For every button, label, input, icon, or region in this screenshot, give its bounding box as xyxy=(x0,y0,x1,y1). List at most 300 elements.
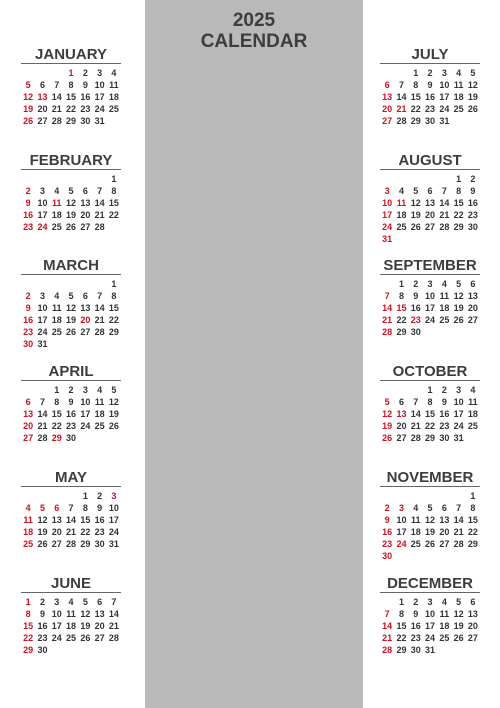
day-cell: 5 xyxy=(82,597,88,607)
day-grid xyxy=(380,67,480,127)
day-cell: 4 xyxy=(441,279,447,289)
day-cell: 15 xyxy=(51,409,62,419)
day-cell: 8 xyxy=(398,609,404,619)
day-cell: 21 xyxy=(410,421,421,431)
day-cell: 22 xyxy=(66,104,77,114)
day-cell: 2 xyxy=(97,491,103,501)
day-cell: 23 xyxy=(80,104,91,114)
day-cell: 17 xyxy=(51,621,62,631)
day-cell: 8 xyxy=(470,503,476,513)
day-cell: 13 xyxy=(37,92,48,102)
empty-cell xyxy=(437,490,451,502)
day-cell: 14 xyxy=(382,303,393,313)
day-cell: 26 xyxy=(453,315,464,325)
day-cell: 12 xyxy=(453,291,464,301)
day-cell: 9 xyxy=(97,503,103,513)
day-cell: 29 xyxy=(80,539,91,549)
day-cell: 22 xyxy=(453,210,464,220)
day-cell: 23 xyxy=(94,527,105,537)
day-cell: 4 xyxy=(54,291,60,301)
day-cell: 24 xyxy=(439,104,450,114)
day-cell: 29 xyxy=(453,222,464,232)
day-cell: 8 xyxy=(111,186,117,196)
empty-cell xyxy=(50,67,64,79)
day-cell: 13 xyxy=(23,409,34,419)
day-cell: 26 xyxy=(66,222,77,232)
day-cell: 31 xyxy=(439,116,450,126)
empty-cell xyxy=(380,384,394,396)
day-cell: 9 xyxy=(82,80,88,90)
day-cell: 28 xyxy=(382,327,393,337)
day-cell: 10 xyxy=(108,503,119,513)
day-cell: 14 xyxy=(51,92,62,102)
day-cell: 19 xyxy=(382,421,393,431)
day-cell: 1 xyxy=(68,68,74,78)
day-cell: 7 xyxy=(441,186,447,196)
day-cell: 6 xyxy=(82,291,88,301)
day-cell: 13 xyxy=(467,609,478,619)
empty-cell xyxy=(409,173,423,185)
day-cell: 17 xyxy=(94,92,105,102)
day-cell: 13 xyxy=(80,198,91,208)
day-cell: 19 xyxy=(425,527,436,537)
empty-cell xyxy=(21,384,35,396)
month-name: MARCH xyxy=(21,257,121,275)
day-cell: 13 xyxy=(425,198,436,208)
day-cell: 3 xyxy=(441,68,447,78)
day-cell: 28 xyxy=(37,433,48,443)
day-cell: 7 xyxy=(39,397,45,407)
empty-cell xyxy=(21,278,35,290)
day-cell: 19 xyxy=(108,409,119,419)
day-cell: 20 xyxy=(467,621,478,631)
day-cell: 4 xyxy=(54,186,60,196)
month-name: APRIL xyxy=(21,363,121,381)
day-cell: 28 xyxy=(396,116,407,126)
day-cell: 29 xyxy=(108,327,119,337)
day-cell: 15 xyxy=(396,621,407,631)
day-cell: 6 xyxy=(398,397,404,407)
day-cell: 3 xyxy=(97,68,103,78)
day-cell: 30 xyxy=(439,433,450,443)
day-cell: 31 xyxy=(453,433,464,443)
day-cell: 29 xyxy=(425,433,436,443)
day-cell: 7 xyxy=(97,291,103,301)
day-cell: 16 xyxy=(80,92,91,102)
empty-cell xyxy=(394,173,408,185)
month-name: SEPTEMBER xyxy=(380,257,480,275)
day-cell: 14 xyxy=(66,515,77,525)
day-cell: 12 xyxy=(37,515,48,525)
day-cell: 16 xyxy=(439,409,450,419)
day-cell: 20 xyxy=(396,421,407,431)
day-cell: 10 xyxy=(425,609,436,619)
empty-cell xyxy=(35,384,49,396)
month-september xyxy=(380,257,480,338)
day-cell: 16 xyxy=(382,527,393,537)
day-cell: 24 xyxy=(453,421,464,431)
day-cell: 12 xyxy=(66,198,77,208)
day-cell: 20 xyxy=(467,303,478,313)
day-cell: 12 xyxy=(382,409,393,419)
day-cell: 23 xyxy=(410,315,421,325)
day-cell: 11 xyxy=(396,198,407,208)
day-cell: 22 xyxy=(108,210,119,220)
day-cell: 12 xyxy=(66,303,77,313)
month-january xyxy=(21,46,121,127)
day-cell: 14 xyxy=(410,409,421,419)
day-cell: 6 xyxy=(97,597,103,607)
day-cell: 26 xyxy=(453,633,464,643)
day-cell: 30 xyxy=(23,339,34,349)
day-cell: 12 xyxy=(425,515,436,525)
empty-cell xyxy=(64,278,78,290)
day-cell: 19 xyxy=(453,303,464,313)
day-cell: 13 xyxy=(439,515,450,525)
month-name: AUGUST xyxy=(380,152,480,170)
empty-cell xyxy=(64,173,78,185)
day-cell: 24 xyxy=(94,104,105,114)
day-cell: 31 xyxy=(382,234,393,244)
day-cell: 3 xyxy=(427,279,433,289)
day-cell: 17 xyxy=(396,527,407,537)
day-cell: 18 xyxy=(453,92,464,102)
day-cell: 17 xyxy=(425,303,436,313)
day-cell: 27 xyxy=(80,327,91,337)
day-cell: 16 xyxy=(37,621,48,631)
day-cell: 27 xyxy=(425,222,436,232)
day-cell: 25 xyxy=(94,421,105,431)
day-cell: 6 xyxy=(384,80,390,90)
month-october xyxy=(380,363,480,444)
day-cell: 4 xyxy=(97,385,103,395)
day-cell: 21 xyxy=(396,104,407,114)
day-cell: 16 xyxy=(66,409,77,419)
day-cell: 26 xyxy=(66,327,77,337)
month-name: JULY xyxy=(380,46,480,64)
day-cell: 10 xyxy=(94,80,105,90)
empty-cell xyxy=(35,490,49,502)
day-cell: 23 xyxy=(410,633,421,643)
day-cell: 8 xyxy=(82,503,88,513)
day-cell: 30 xyxy=(382,551,393,561)
day-cell: 8 xyxy=(68,80,74,90)
day-cell: 29 xyxy=(410,116,421,126)
day-cell: 9 xyxy=(25,303,31,313)
day-cell: 24 xyxy=(108,527,119,537)
day-cell: 8 xyxy=(111,291,117,301)
day-cell: 27 xyxy=(467,315,478,325)
month-july xyxy=(380,46,480,127)
day-cell: 1 xyxy=(111,174,117,184)
day-cell: 23 xyxy=(37,633,48,643)
day-cell: 27 xyxy=(51,539,62,549)
day-cell: 18 xyxy=(410,527,421,537)
day-cell: 6 xyxy=(427,186,433,196)
day-cell: 18 xyxy=(51,210,62,220)
day-cell: 2 xyxy=(413,597,419,607)
day-cell: 13 xyxy=(382,92,393,102)
day-cell: 16 xyxy=(410,621,421,631)
day-cell: 5 xyxy=(470,68,476,78)
day-cell: 30 xyxy=(80,116,91,126)
day-cell: 25 xyxy=(410,539,421,549)
day-cell: 9 xyxy=(39,609,45,619)
day-cell: 23 xyxy=(23,327,34,337)
day-cell: 29 xyxy=(51,433,62,443)
day-cell: 7 xyxy=(413,397,419,407)
day-cell: 8 xyxy=(25,609,31,619)
day-cell: 23 xyxy=(439,421,450,431)
day-cell: 11 xyxy=(439,291,450,301)
month-name: JANUARY xyxy=(21,46,121,64)
day-cell: 9 xyxy=(413,609,419,619)
day-cell: 1 xyxy=(470,491,476,501)
day-cell: 30 xyxy=(410,645,421,655)
day-cell: 19 xyxy=(453,621,464,631)
day-cell: 22 xyxy=(467,527,478,537)
day-cell: 15 xyxy=(425,409,436,419)
day-cell: 12 xyxy=(467,80,478,90)
day-cell: 27 xyxy=(80,222,91,232)
day-cell: 23 xyxy=(425,104,436,114)
day-cell: 25 xyxy=(467,421,478,431)
month-name: MAY xyxy=(21,469,121,487)
day-cell: 14 xyxy=(453,515,464,525)
day-cell: 30 xyxy=(66,433,77,443)
month-name: NOVEMBER xyxy=(380,469,480,487)
day-grid xyxy=(380,596,480,656)
day-cell: 27 xyxy=(94,633,105,643)
day-cell: 22 xyxy=(108,315,119,325)
day-cell: 15 xyxy=(396,303,407,313)
day-cell: 25 xyxy=(453,104,464,114)
day-cell: 6 xyxy=(82,186,88,196)
day-cell: 28 xyxy=(382,645,393,655)
day-cell: 29 xyxy=(467,539,478,549)
day-cell: 12 xyxy=(410,198,421,208)
day-cell: 16 xyxy=(94,515,105,525)
day-cell: 19 xyxy=(37,527,48,537)
day-cell: 14 xyxy=(94,303,105,313)
day-cell: 31 xyxy=(94,116,105,126)
day-cell: 8 xyxy=(456,186,462,196)
day-cell: 31 xyxy=(425,645,436,655)
day-grid xyxy=(380,173,480,245)
day-cell: 4 xyxy=(456,68,462,78)
day-cell: 18 xyxy=(439,621,450,631)
day-cell: 27 xyxy=(37,116,48,126)
day-cell: 28 xyxy=(453,539,464,549)
day-cell: 7 xyxy=(384,291,390,301)
day-grid xyxy=(21,490,121,550)
day-cell: 13 xyxy=(51,515,62,525)
day-cell: 23 xyxy=(467,210,478,220)
day-cell: 7 xyxy=(456,503,462,513)
day-cell: 11 xyxy=(23,515,33,525)
day-cell: 20 xyxy=(80,210,91,220)
day-cell: 1 xyxy=(398,597,404,607)
day-grid xyxy=(21,278,121,350)
day-cell: 14 xyxy=(94,198,105,208)
day-cell: 19 xyxy=(23,104,34,114)
day-cell: 27 xyxy=(467,633,478,643)
day-cell: 18 xyxy=(108,92,119,102)
empty-cell xyxy=(78,278,92,290)
day-cell: 21 xyxy=(453,527,464,537)
day-cell: 18 xyxy=(51,315,62,325)
day-cell: 5 xyxy=(39,503,45,513)
day-cell: 20 xyxy=(439,527,450,537)
day-cell: 27 xyxy=(382,116,393,126)
empty-cell xyxy=(64,490,78,502)
day-cell: 3 xyxy=(111,491,117,501)
day-cell: 2 xyxy=(384,503,390,513)
day-cell: 29 xyxy=(396,645,407,655)
month-february xyxy=(21,152,121,233)
day-cell: 18 xyxy=(396,210,407,220)
day-cell: 30 xyxy=(37,645,48,655)
day-cell: 2 xyxy=(470,174,476,184)
empty-cell xyxy=(380,173,394,185)
day-cell: 20 xyxy=(23,421,34,431)
day-cell: 9 xyxy=(384,515,390,525)
day-cell: 22 xyxy=(396,633,407,643)
day-cell: 30 xyxy=(425,116,436,126)
month-april xyxy=(21,363,121,444)
empty-cell xyxy=(394,384,408,396)
day-cell: 7 xyxy=(68,503,74,513)
day-cell: 18 xyxy=(66,621,77,631)
day-cell: 27 xyxy=(396,433,407,443)
empty-cell xyxy=(35,173,49,185)
day-cell: 1 xyxy=(398,279,404,289)
day-cell: 11 xyxy=(109,80,119,90)
day-cell: 4 xyxy=(441,597,447,607)
day-cell: 6 xyxy=(441,503,447,513)
day-cell: 28 xyxy=(94,222,105,232)
day-cell: 22 xyxy=(23,633,34,643)
day-cell: 24 xyxy=(51,633,62,643)
day-cell: 5 xyxy=(25,80,31,90)
day-cell: 3 xyxy=(398,503,404,513)
day-cell: 17 xyxy=(439,92,450,102)
empty-cell xyxy=(78,173,92,185)
day-cell: 22 xyxy=(425,421,436,431)
day-cell: 17 xyxy=(453,409,464,419)
day-cell: 14 xyxy=(396,92,407,102)
day-cell: 10 xyxy=(382,198,393,208)
day-cell: 21 xyxy=(37,421,48,431)
day-cell: 13 xyxy=(80,303,91,313)
day-cell: 28 xyxy=(439,222,450,232)
day-cell: 15 xyxy=(467,515,478,525)
day-cell: 9 xyxy=(413,291,419,301)
day-cell: 16 xyxy=(425,92,436,102)
day-cell: 15 xyxy=(80,515,91,525)
day-cell: 16 xyxy=(23,210,34,220)
day-cell: 21 xyxy=(66,527,77,537)
day-cell: 25 xyxy=(23,539,34,549)
empty-cell xyxy=(50,490,64,502)
day-cell: 30 xyxy=(94,539,105,549)
day-cell: 25 xyxy=(66,633,77,643)
day-cell: 10 xyxy=(396,515,407,525)
day-cell: 3 xyxy=(82,385,88,395)
day-cell: 9 xyxy=(470,186,476,196)
day-cell: 22 xyxy=(410,104,421,114)
day-cell: 17 xyxy=(37,315,48,325)
day-cell: 15 xyxy=(23,621,34,631)
day-cell: 1 xyxy=(82,491,88,501)
day-cell: 22 xyxy=(396,315,407,325)
center-band xyxy=(145,0,363,708)
day-cell: 1 xyxy=(427,385,433,395)
day-cell: 3 xyxy=(427,597,433,607)
day-cell: 5 xyxy=(68,291,74,301)
day-cell: 13 xyxy=(396,409,407,419)
day-cell: 11 xyxy=(410,515,421,525)
day-cell: 26 xyxy=(410,222,421,232)
day-cell: 12 xyxy=(80,609,91,619)
day-cell: 7 xyxy=(398,80,404,90)
day-cell: 6 xyxy=(470,597,476,607)
day-cell: 16 xyxy=(23,315,34,325)
empty-cell xyxy=(21,67,35,79)
day-cell: 28 xyxy=(66,539,77,549)
day-cell: 10 xyxy=(37,303,48,313)
day-cell: 28 xyxy=(94,327,105,337)
day-cell: 25 xyxy=(51,327,62,337)
day-grid xyxy=(21,384,121,444)
day-cell: 9 xyxy=(68,397,74,407)
day-cell: 9 xyxy=(441,397,447,407)
day-cell: 2 xyxy=(82,68,88,78)
day-cell: 24 xyxy=(425,315,436,325)
day-cell: 25 xyxy=(439,315,450,325)
day-cell: 22 xyxy=(80,527,91,537)
empty-cell xyxy=(92,278,106,290)
day-cell: 11 xyxy=(66,609,76,619)
day-cell: 3 xyxy=(39,186,45,196)
day-cell: 25 xyxy=(108,104,119,114)
day-cell: 29 xyxy=(396,327,407,337)
day-cell: 2 xyxy=(427,68,433,78)
day-cell: 25 xyxy=(396,222,407,232)
day-cell: 10 xyxy=(51,609,62,619)
day-cell: 15 xyxy=(66,92,77,102)
day-cell: 7 xyxy=(111,597,117,607)
month-march xyxy=(21,257,121,350)
calendar-title: CALENDAR xyxy=(200,31,308,52)
day-cell: 25 xyxy=(439,633,450,643)
day-cell: 8 xyxy=(398,291,404,301)
empty-cell xyxy=(437,173,451,185)
day-cell: 4 xyxy=(413,503,419,513)
empty-cell xyxy=(423,173,437,185)
day-cell: 14 xyxy=(382,621,393,631)
day-cell: 20 xyxy=(51,527,62,537)
month-name: OCTOBER xyxy=(380,363,480,381)
day-cell: 31 xyxy=(37,339,48,349)
day-cell: 19 xyxy=(80,621,91,631)
day-cell: 28 xyxy=(410,433,421,443)
day-cell: 7 xyxy=(384,609,390,619)
day-cell: 11 xyxy=(94,397,105,407)
day-cell: 11 xyxy=(439,609,450,619)
month-name: JUNE xyxy=(21,575,121,593)
empty-cell xyxy=(394,490,408,502)
